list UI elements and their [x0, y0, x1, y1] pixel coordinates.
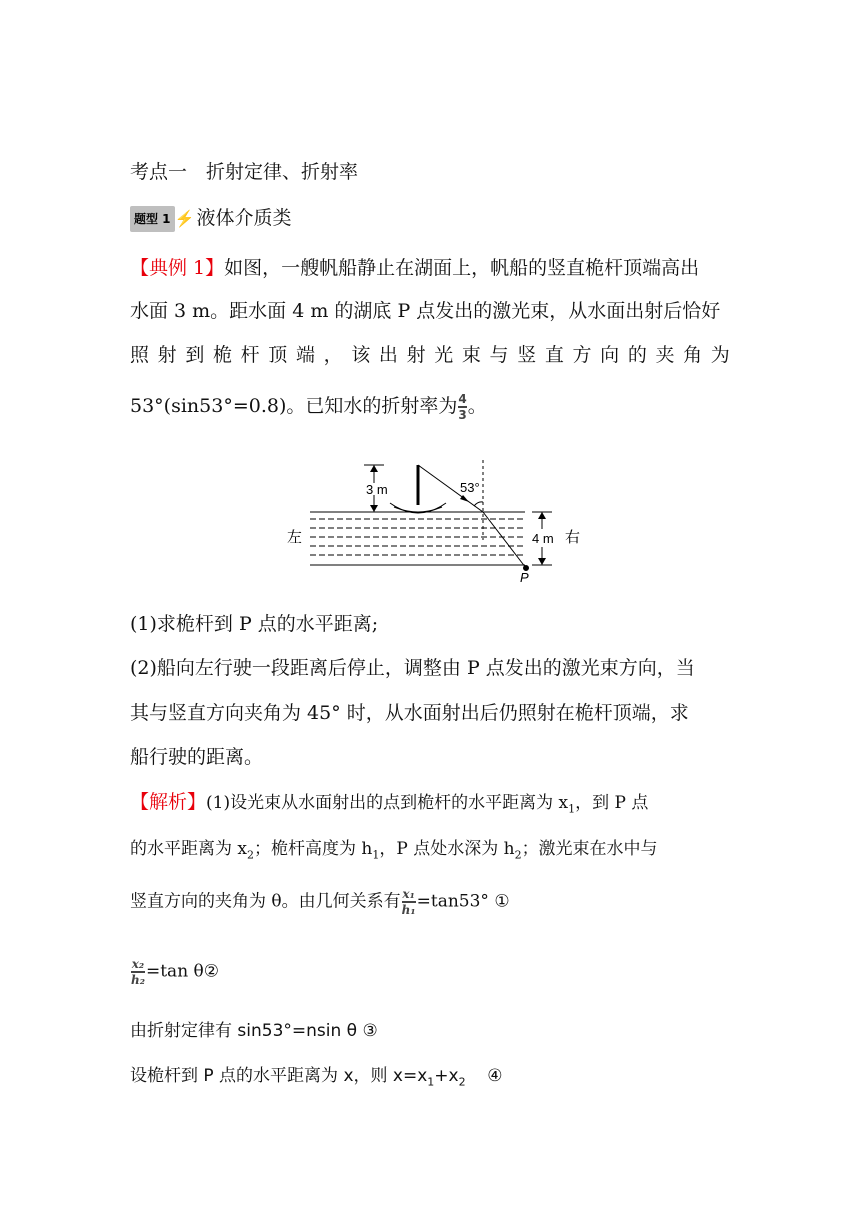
example-line-3-char: 出 — [378, 344, 398, 366]
lightning-icon: ⚡ — [174, 209, 195, 228]
example-line-3-char: 该 — [351, 344, 371, 366]
angle-label: 53° — [460, 480, 480, 495]
type-badge: 题型 1 — [130, 206, 175, 232]
solution-line-4 — [130, 958, 219, 986]
subscript: 2 — [458, 1075, 466, 1089]
example-line-3-char: 顶 — [268, 344, 288, 366]
equation-marker-1: ① — [494, 891, 510, 912]
type-title: 液体介质类 — [196, 207, 292, 229]
solution-line-6 — [130, 1064, 502, 1094]
example-line-3 — [130, 343, 730, 367]
example-line-3-char: 到 — [185, 344, 205, 366]
solution-text-2b: ；桅杆高度为 h — [254, 839, 373, 859]
solution-line-3 — [130, 888, 510, 916]
refractive-index-fraction — [458, 393, 466, 421]
fraction-x1-h1 — [402, 888, 416, 916]
example-line-3-char: 束 — [461, 344, 481, 366]
example-line-1 — [130, 256, 699, 280]
example-line-3-char: 为 — [710, 344, 730, 366]
example-line-3-char: 角 — [683, 344, 703, 366]
subscript: 1 — [427, 1075, 435, 1089]
equation-marker-2: ② — [203, 961, 220, 982]
example-line-3-char: 桅 — [212, 344, 232, 366]
equation-4: 设桅杆到 P 点的水平距离为 x，则 x=x — [130, 1066, 428, 1086]
equation-2: =tan θ — [145, 961, 204, 982]
fraction-numerator: x₁ — [402, 887, 415, 901]
solution-text-3: 竖直方向的夹角为 θ。由几何关系有 — [130, 891, 401, 912]
equation-4-plus: +x — [434, 1066, 459, 1086]
example-text-4-end: 。 — [467, 394, 487, 417]
equation-marker-4: ④ — [487, 1066, 503, 1086]
fraction-denominator: h₂ — [131, 972, 145, 987]
boat-hull-inner — [394, 507, 442, 512]
example-line-3-char: 与 — [489, 344, 509, 366]
example-line-4 — [130, 393, 487, 421]
example-line-3-char: 照 — [130, 344, 150, 366]
solution-line-2 — [130, 837, 658, 867]
example-text-1: 如图，一艘帆船静止在湖面上，帆船的竖直桅杆顶端高出 — [224, 257, 700, 279]
laser-beam-water — [483, 512, 526, 568]
subscript: 2 — [247, 848, 254, 862]
question-1: (1)求桅杆到 P 点的水平距离; — [130, 613, 379, 635]
example-line-3-char: 方 — [572, 344, 592, 366]
solution-text-2c: ，P 点处水深为 h — [379, 839, 515, 859]
right-label: 右 — [565, 529, 581, 546]
sailboat-laser-diagram — [270, 455, 600, 590]
dim-arrow — [538, 558, 546, 565]
equation-marker-3: ③ — [362, 1021, 378, 1041]
example-line-3-char: 直 — [544, 344, 564, 366]
equation-1: =tan53° — [416, 891, 489, 912]
example-label: 【典例 1】 — [130, 257, 225, 279]
mast-height-label: 3 m — [366, 482, 388, 497]
example-line-3-char: 端 — [295, 344, 315, 366]
solution-label: 【解析】 — [130, 791, 207, 813]
solution-text-1: (1)设光束从水面射出的点到桅杆的水平距离为 x — [206, 793, 569, 813]
solution-line-5 — [130, 1019, 378, 1043]
section-title: 考点一 折射定律、折射率 — [130, 161, 359, 183]
fraction-denominator: 3 — [458, 407, 467, 422]
left-label: 左 — [287, 529, 303, 546]
subscript: 2 — [514, 848, 522, 862]
example-line-3-char: 夹 — [655, 344, 675, 366]
example-line-3-char: 竖 — [517, 344, 537, 366]
fraction-numerator: x₂ — [131, 957, 145, 971]
example-line-3-char: 光 — [434, 344, 454, 366]
solution-text-2a: 的水平距离为 x — [130, 839, 247, 859]
equation-3: 由折射定律有 sin53°=nsin θ — [130, 1021, 358, 1041]
example-line-3-char: 向 — [600, 344, 620, 366]
example-line-3-char: 射 — [406, 344, 426, 366]
question-2-line-3: 船行驶的距离。 — [130, 746, 264, 768]
example-line-3-char: 杆 — [240, 344, 260, 366]
angle-arc — [474, 502, 483, 506]
fraction-x2-h2 — [131, 958, 145, 986]
subscript: 1 — [568, 802, 576, 816]
depth-label: 4 m — [532, 531, 554, 546]
solution-text-1-tail: ，到 P 点 — [575, 793, 649, 813]
dim-arrow — [370, 465, 378, 472]
dim-arrow — [370, 505, 378, 512]
example-line-3-char: 的 — [627, 344, 647, 366]
example-text-4: 53°(sin53°=0.8)。已知水的折射率为 — [130, 394, 458, 417]
type-heading — [130, 206, 291, 232]
fraction-denominator: h₁ — [401, 902, 416, 917]
dim-arrow — [538, 512, 546, 519]
example-line-3-char: ， — [323, 344, 343, 366]
example-line-3-char: 射 — [157, 344, 177, 366]
question-2-line-1: (2)船向左行驶一段距离后停止，调整由 P 点发出的激光束方向，当 — [130, 657, 695, 679]
solution-text-2d: ；激光束在水中与 — [521, 839, 658, 859]
question-2-line-2: 其与竖直方向夹角为 45° 时，从水面射出后仍照射在桅杆顶端，求 — [130, 702, 689, 724]
fraction-numerator: 4 — [458, 392, 467, 406]
solution-line-1 — [130, 790, 648, 821]
point-p-label: P — [520, 570, 529, 585]
subscript: 1 — [372, 848, 380, 862]
example-line-2: 水面 3 m。距水面 4 m 的湖底 P 点发出的激光束，从水面出射后恰好 — [130, 300, 721, 322]
